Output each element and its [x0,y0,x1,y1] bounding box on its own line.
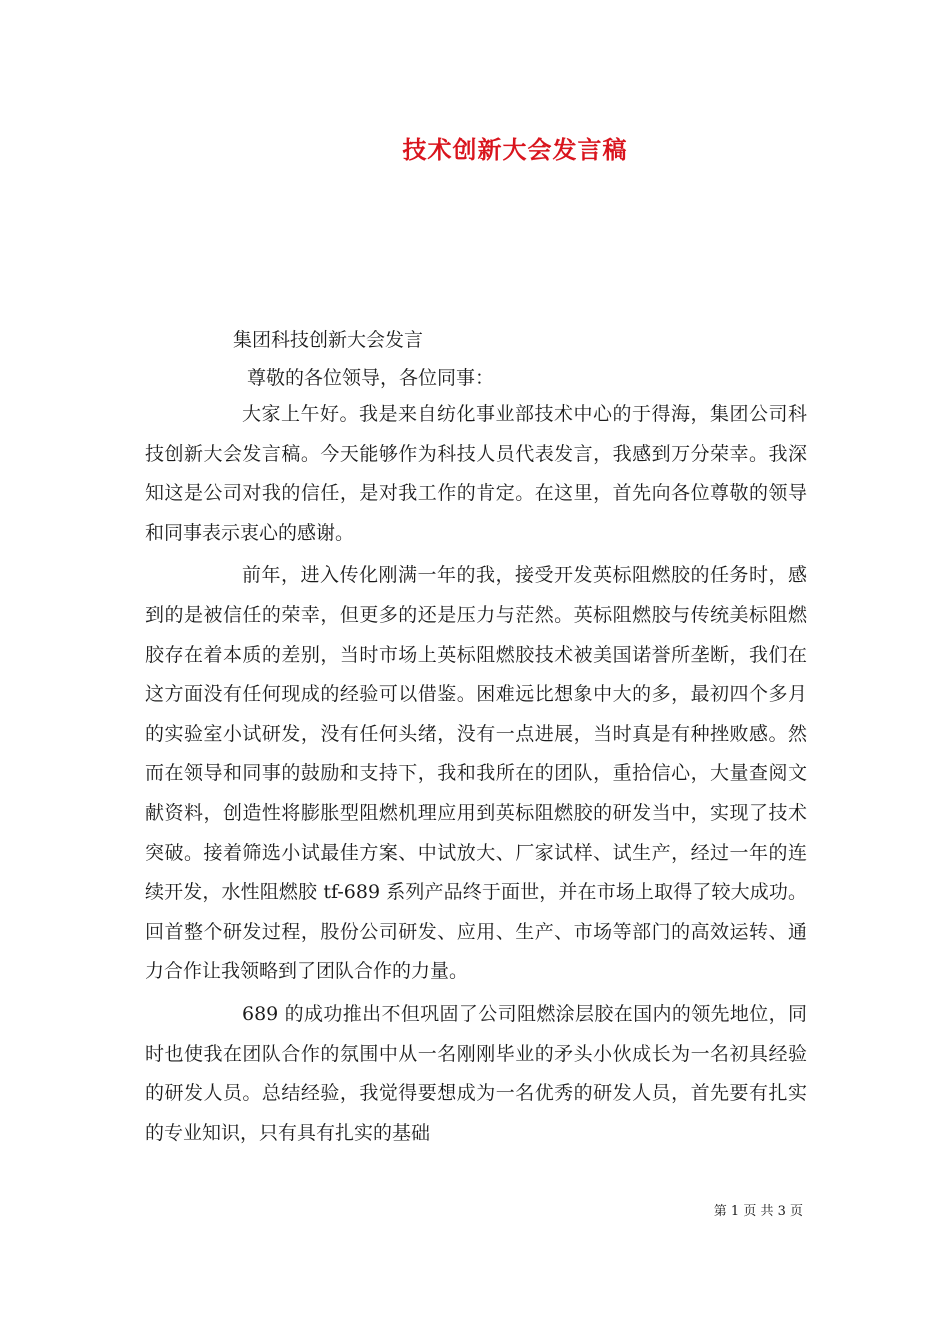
document-title: 技术创新大会发言稿 [402,135,628,164]
speech-body [145,395,807,1153]
paragraph-1: 大家上午好。我是来自纺化事业部技术中心的于得海，集团公司科技创新大会发言稿。今天能够作为科技人员代表发言，我感到万分荣幸。我深知这是公司对我的信任，是对我工作的肯定。在这里，首先向各位尊敬的领导和同事表示衷心的感谢。 [145,403,807,544]
salutation: 尊敬的各位领导，各位同事： [247,367,495,389]
speech-subtitle: 集团科技创新大会发言 [233,329,424,351]
paragraph-2: 前年，进入传化刚满一年的我，接受开发英标阻燃胶的任务时，感到的是被信任的荣幸，但更多的还是压力与茫然。英标阻燃胶与传统美标阻燃胶存在着本质的差别，当时市场上英标阻燃胶技术被美国诺誉所垄断，我们在这方面没有任何现成的经验可以借鉴。困难远比想象中大的多，最初四个多月的实验室小试研发，没有任何头绪，没有一点进展，当时真是有种挫败感。然而在领导和同事的鼓励和支持下，我和我所在的团队，重拾信心，大量查阅文献资料，创造性将膨胀型阻燃机理应用到英标阻燃胶的研发当中，实现了技术突破。接着筛选小试最佳方案、中试放大、厂家试样、试生产，经过一年的连续开发，水性阻燃胶 tf-689 系列产品终于面世，并在市场上取得了较大成功。回首整个研发过程，股份公司研发、应用、生产、市场等部门的高效运转、通力合作让我领略到了团队合作的力量。 [145,564,807,983]
paragraph-3: 689 的成功推出不但巩固了公司阻燃涂层胶在国内的领先地位，同时也使我在团队合作的氛围中从一名刚刚毕业的矛头小伙成长为一名初具经验的研发人员。总结经验，我觉得要想成为一名优秀的研发人员，首先要有扎实的专业知识，只有具有扎实的基础 [145,1002,807,1144]
page-number: 第 1 页 共 3 页 [713,1204,803,1219]
